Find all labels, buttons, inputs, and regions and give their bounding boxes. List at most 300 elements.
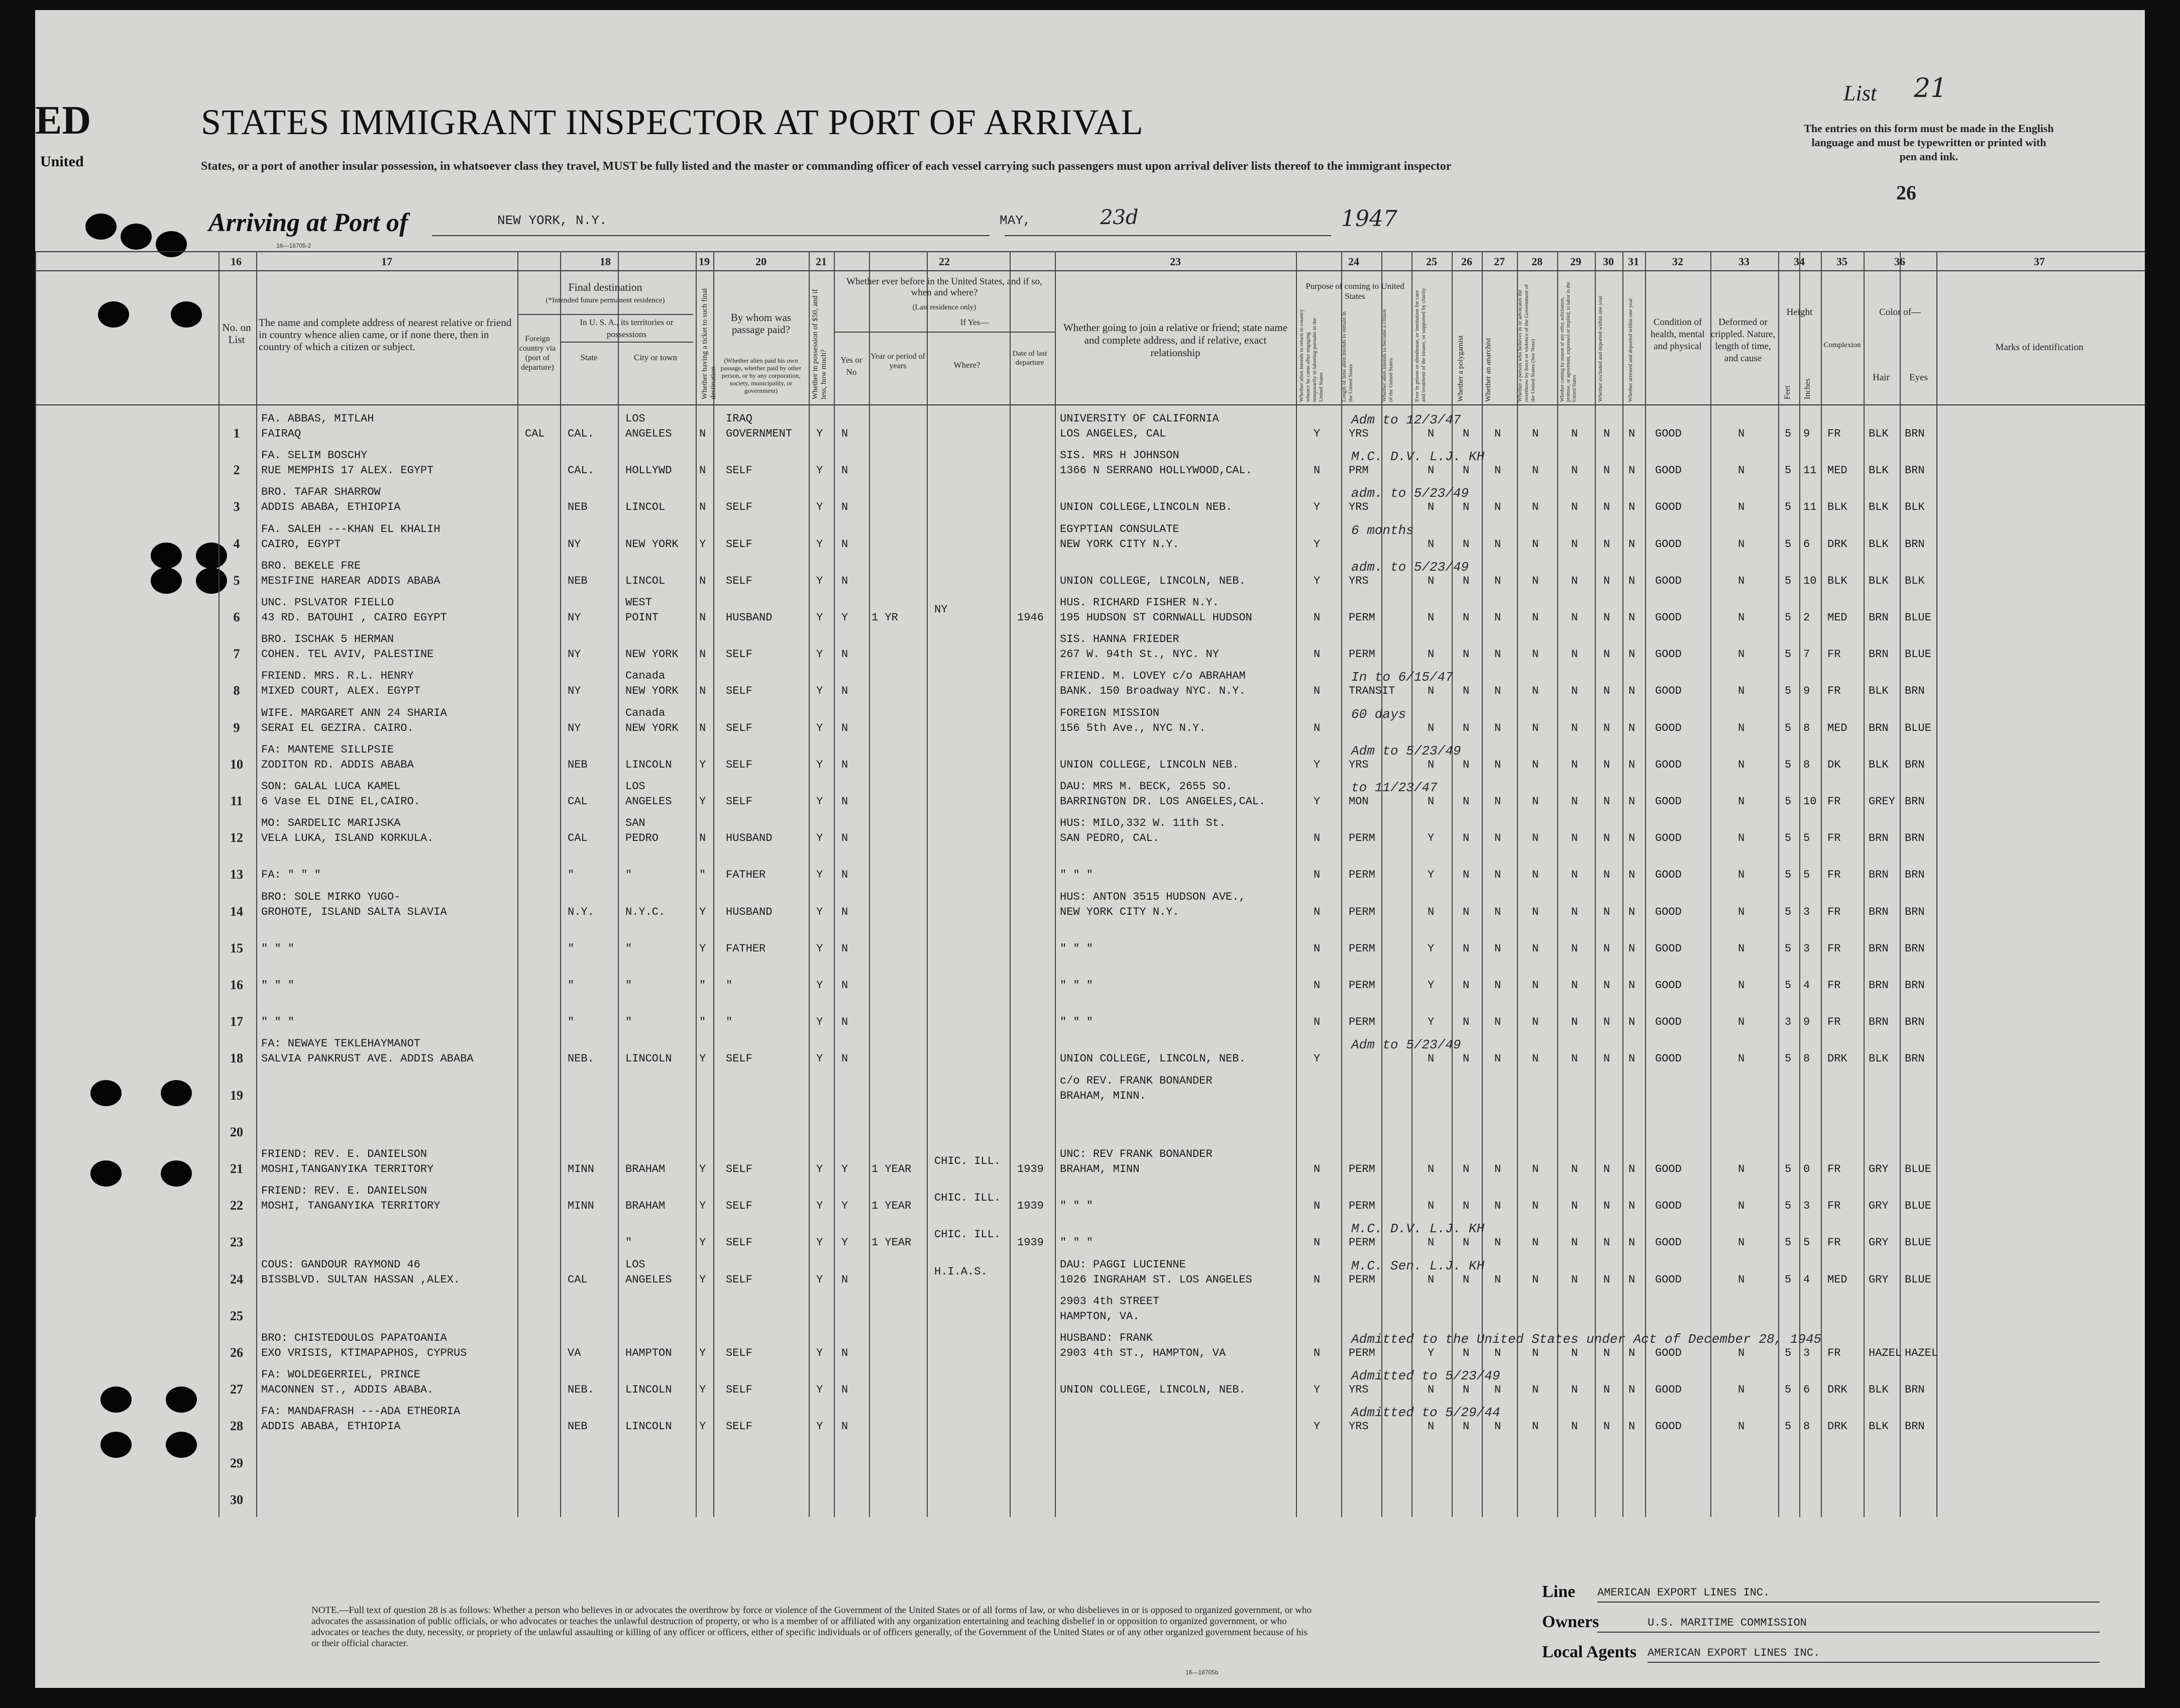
- row-number: 4: [233, 536, 240, 551]
- cell-eyes: HAZEL: [1905, 1347, 1938, 1359]
- header-final-destination-note: (*Intended future permanent residence): [546, 296, 665, 304]
- cell-q27: N: [1494, 1163, 1501, 1176]
- row-number: 29: [230, 1455, 243, 1470]
- cell-city-line2: ": [625, 1236, 632, 1249]
- cell-q27: N: [1494, 538, 1501, 551]
- handwritten-annotation: adm. to 5/23/49: [1351, 559, 1469, 575]
- header-year-period: Year or period of years: [870, 352, 925, 370]
- cell-ticket: Y: [699, 1163, 706, 1176]
- list-number: 21: [1914, 73, 1947, 103]
- column-rule: [1055, 251, 1056, 1517]
- cell-health: GOOD: [1655, 501, 1682, 514]
- cell-deformed: N: [1738, 1016, 1745, 1029]
- column-rule: [1595, 251, 1596, 1517]
- cell-joining-line1: FOREIGN MISSION: [1060, 706, 1160, 719]
- column-rule: [35, 251, 36, 1517]
- cell-q29: N: [1571, 832, 1578, 845]
- cell-city-line2: LINCOL: [625, 501, 666, 514]
- cell-q31: N: [1628, 1052, 1636, 1065]
- header-last-residence: (Last residence only): [912, 303, 976, 311]
- column-rule: [809, 251, 810, 1517]
- cell-height-inches: 7: [1803, 648, 1810, 661]
- cell-rel-line1: COUS: GANDOUR RAYMOND 46: [261, 1258, 420, 1271]
- column-number: 22: [939, 255, 950, 268]
- cell-hair: BRN: [1869, 721, 1889, 734]
- header-c28: Whether a person who believes in or advocates the overthrow by force or violence of the Government of the United States (See Note): [1517, 284, 1536, 402]
- cell-q25: N: [1428, 905, 1435, 918]
- header-c26: Whether a polygamist: [1457, 335, 1465, 402]
- handwritten-annotation: Admitted to 5/29/44: [1351, 1405, 1500, 1421]
- row-number: 24: [230, 1271, 243, 1287]
- cell-health: GOOD: [1655, 428, 1682, 440]
- cell-eyes: BRN: [1905, 1420, 1925, 1433]
- cell-height-inches: 9: [1803, 685, 1810, 698]
- cell-fifty-dollars: Y: [816, 1383, 823, 1397]
- cell-q29: N: [1571, 979, 1578, 992]
- handwritten-annotation: Admitted to 5/23/49: [1351, 1368, 1500, 1384]
- cell-rel-line1: FRIEND: REV. E. DANIELSON: [261, 1185, 427, 1198]
- cell-fifty-dollars: Y: [816, 1420, 823, 1433]
- cell-q25: N: [1428, 1163, 1435, 1176]
- cell-height-feet: 5: [1785, 758, 1792, 771]
- column-rule: [1381, 251, 1382, 1517]
- cell-city-line2: LINCOL: [625, 574, 666, 587]
- cell-height-inches: 8: [1803, 1052, 1810, 1065]
- cell-rel-line2: MOSHI,TANGANYIKA TERRITORY: [261, 1163, 434, 1176]
- column-rule: [1645, 251, 1646, 1517]
- cell-eyes: BRN: [1905, 538, 1925, 551]
- cell-joining-line2: 195 HUDSON ST CORNWALL HUDSON: [1060, 611, 1252, 624]
- row-number: 5: [233, 573, 240, 588]
- cell-deformed: N: [1738, 795, 1745, 808]
- cell-purpose-return: N: [1314, 832, 1321, 845]
- column-rule: [256, 251, 257, 1517]
- cell-fifty-dollars: Y: [816, 832, 823, 845]
- header-condition: Condition of health, mental and physical: [1651, 317, 1705, 352]
- cell-eyes: BRN: [1905, 1052, 1925, 1065]
- rule: [35, 404, 2145, 405]
- cell-city-line2: ANGELES: [625, 795, 672, 808]
- cell-deformed: N: [1738, 1273, 1745, 1286]
- cell-q30: N: [1603, 905, 1610, 918]
- cell-ticket: N: [699, 464, 706, 477]
- column-number: 17: [381, 255, 392, 268]
- cell-q30: N: [1603, 1236, 1610, 1249]
- cell-health: GOOD: [1655, 1016, 1682, 1029]
- cell-ever-before: Y: [841, 1163, 848, 1176]
- cell-ever-before: N: [841, 795, 848, 808]
- cell-state: ": [568, 869, 575, 882]
- column-number: 26: [1461, 255, 1472, 268]
- cell-purpose-length: PERM: [1349, 1347, 1375, 1359]
- cell-ever-before: N: [841, 648, 848, 661]
- cell-paid-by: SELF: [726, 685, 752, 698]
- cell-q25: N: [1428, 1383, 1435, 1397]
- cell-q27: N: [1494, 648, 1501, 661]
- cell-height-inches: 11: [1803, 501, 1817, 514]
- cell-ticket: Y: [699, 1420, 706, 1433]
- cell-purpose-length: YRS: [1349, 574, 1369, 587]
- header-marks: Marks of identification: [1995, 342, 2084, 353]
- cell-hair: GRY: [1869, 1163, 1889, 1176]
- cell-q27: N: [1494, 758, 1501, 771]
- footnote-question-28: NOTE.—Full text of question 28 is as follows: Whether a person who believes in or advocates the overthrow by force or violence of the Government of the United States or of all forms of law, or who disbelieves in or is opposed to organized government, or who advocates the assassination of public officials, or who advocates or teaches the unlawful destruction of property, or who is a member of or affiliated with any organization entertaining and teaching disbelief in or opposition to organized government, or who advocates or teaches the duty, necessity, or propriety of the unlawful assaulting or killing of any officer or officers, either of specific individuals or of officers generally, of the Government of the United States or of any other organized government because of his or their official character.: [311, 1605, 1312, 1649]
- cell-q29: N: [1571, 464, 1578, 477]
- cell-height-inches: 10: [1803, 574, 1817, 587]
- cell-height-feet: 5: [1785, 611, 1792, 624]
- cell-paid-by: HUSBAND: [726, 832, 773, 845]
- cell-city-line1: WEST: [625, 596, 652, 609]
- cell-q25: N: [1428, 1052, 1435, 1065]
- cell-q27: N: [1494, 1383, 1501, 1397]
- cell-q29: N: [1571, 721, 1578, 734]
- cell-eyes: BRN: [1905, 795, 1925, 808]
- cell-rel-line1: FA. ABBAS, MITLAH: [261, 412, 374, 425]
- cell-state: VA: [568, 1347, 581, 1359]
- cell-q29: N: [1571, 1200, 1578, 1213]
- cell-departure-date: 1939: [1017, 1200, 1044, 1213]
- cell-complexion: FR: [1827, 979, 1841, 992]
- row-number: 18: [230, 1051, 243, 1066]
- cell-q26: N: [1463, 1347, 1470, 1359]
- cell-paid-by: SELF: [726, 1200, 752, 1213]
- cell-purpose-return: N: [1314, 721, 1321, 734]
- cell-height-inches: 8: [1803, 1420, 1810, 1433]
- cell-fifty-dollars: Y: [816, 1163, 823, 1176]
- cell-q31: N: [1628, 1016, 1636, 1029]
- cell-joining-line2: UNION COLLEGE, LINCOLN, NEB.: [1060, 1052, 1246, 1065]
- cell-q27: N: [1494, 1420, 1501, 1433]
- cell-ticket: N: [699, 501, 706, 514]
- cell-city-line2: ANGELES: [625, 1273, 672, 1286]
- sub-rule: [517, 314, 693, 315]
- cell-joining-line2: UNION COLLEGE, LINCOLN NEB.: [1060, 758, 1239, 771]
- cell-health: GOOD: [1655, 1273, 1682, 1286]
- cell-q31: N: [1628, 501, 1636, 514]
- cell-q25: Y: [1428, 979, 1435, 992]
- cell-complexion: DK: [1827, 758, 1841, 771]
- cell-complexion: FR: [1827, 869, 1841, 882]
- column-rule: [1341, 251, 1342, 1517]
- cell-fifty-dollars: Y: [816, 1200, 823, 1213]
- cell-city-line2: NEW YORK: [625, 648, 679, 661]
- cell-state: NEB: [568, 574, 588, 587]
- cell-rel-line2: ADDIS ABABA, ETHIOPIA: [261, 501, 401, 514]
- cell-ticket: N: [699, 648, 706, 661]
- cell-complexion: FR: [1827, 1016, 1841, 1029]
- cell-rel-line2: COHEN. TEL AVIV, PALESTINE: [261, 648, 434, 661]
- cell-q28: N: [1532, 758, 1539, 771]
- cell-rel-line1: BRO: CHISTEDOULOS PAPATOANIA: [261, 1332, 447, 1344]
- handwritten-annotation: to 11/23/47: [1351, 780, 1438, 795]
- cell-eyes: BLUE: [1905, 611, 1931, 624]
- cell-purpose-length: PERM: [1349, 832, 1375, 845]
- cell-state: NEB.: [568, 1383, 594, 1397]
- cell-joining-line2: UNION COLLEGE, LINCOLN, NEB.: [1060, 574, 1246, 587]
- column-number: 28: [1532, 255, 1543, 268]
- column-number: 33: [1738, 255, 1750, 268]
- cell-purpose-return: N: [1314, 905, 1321, 918]
- cell-height-inches: 8: [1803, 721, 1810, 734]
- cell-q27: N: [1494, 574, 1501, 587]
- cell-health: GOOD: [1655, 1383, 1682, 1397]
- sub-rule: [834, 332, 1055, 333]
- cell-rel-line1: FA: NEWAYE TEKLEHAYMANOT: [261, 1037, 420, 1050]
- cell-q25: N: [1428, 611, 1435, 624]
- cell-purpose-return: Y: [1314, 1383, 1321, 1397]
- cell-height-feet: 5: [1785, 905, 1792, 918]
- cell-fifty-dollars: Y: [816, 501, 823, 514]
- cell-ever-before: N: [841, 685, 848, 698]
- cell-q29: N: [1571, 1420, 1578, 1433]
- cell-purpose-return: N: [1314, 685, 1321, 698]
- cell-rel-line2: " " ": [261, 1016, 295, 1029]
- cell-q28: N: [1532, 869, 1539, 882]
- cell-q30: N: [1603, 464, 1610, 477]
- cell-rel-line1: BRO. BEKELE FRE: [261, 559, 361, 572]
- row-number: 17: [230, 1014, 243, 1029]
- cell-q30: N: [1603, 428, 1610, 440]
- cell-ticket: Y: [699, 795, 706, 808]
- cell-health: GOOD: [1655, 648, 1682, 661]
- cell-eyes: BRN: [1905, 979, 1925, 992]
- cell-hair: BLK: [1869, 1052, 1889, 1065]
- cell-q27: N: [1494, 1347, 1501, 1359]
- cell-state: MINN: [568, 1163, 594, 1176]
- cell-height-inches: 3: [1803, 1200, 1810, 1213]
- cell-complexion: FR: [1827, 832, 1841, 845]
- cell-q28: N: [1532, 979, 1539, 992]
- cell-purpose-length: PERM: [1349, 942, 1375, 955]
- cell-complexion: FR: [1827, 905, 1841, 918]
- cell-q28: N: [1532, 1383, 1539, 1397]
- cell-hair: BRN: [1869, 869, 1889, 882]
- header-state: State: [580, 353, 598, 362]
- cell-purpose-length: PERM: [1349, 1016, 1375, 1029]
- cell-city-line2: BRAHAM: [625, 1200, 666, 1213]
- left-fragment-big: ED: [35, 98, 91, 143]
- header-complexion: Complexion: [1823, 341, 1861, 349]
- cell-state: NY: [568, 648, 581, 661]
- cell-complexion: FR: [1827, 1200, 1841, 1213]
- form-code-bottom: 16—18705b: [1185, 1669, 1219, 1676]
- cell-eyes: BRN: [1905, 1016, 1925, 1029]
- header-purpose-sub3: Whether alien intends to become a citizen of the United States: [1381, 309, 1394, 402]
- cell-state: NY: [568, 721, 581, 734]
- cell-paid-by: SELF: [726, 1052, 752, 1065]
- cell-q26: N: [1463, 464, 1470, 477]
- cell-fifty-dollars: Y: [816, 1016, 823, 1029]
- cell-deformed: N: [1738, 832, 1745, 845]
- cell-q28: N: [1532, 538, 1539, 551]
- row-number: 3: [233, 499, 240, 514]
- cell-q27: N: [1494, 905, 1501, 918]
- column-rule: [1452, 251, 1453, 1517]
- cell-height-feet: 5: [1785, 574, 1792, 587]
- cell-fifty-dollars: Y: [816, 1052, 823, 1065]
- cell-ticket: Y: [699, 1347, 706, 1359]
- agents-label: Local Agents: [1542, 1643, 1637, 1661]
- cell-health: GOOD: [1655, 942, 1682, 955]
- cell-height-feet: 5: [1785, 1420, 1792, 1433]
- cell-city-line2: N.Y.C.: [625, 905, 666, 918]
- cell-city-line2: BRAHAM: [625, 1163, 666, 1176]
- cell-rel-line2: MIXED COURT, ALEX. EGYPT: [261, 685, 420, 698]
- row-number: 27: [230, 1382, 243, 1397]
- cell-q28: N: [1532, 501, 1539, 514]
- cell-rel-line1: BRO. TAFAR SHARROW: [261, 486, 381, 499]
- cell-city-line1: Canada: [625, 706, 666, 719]
- cell-height-inches: 9: [1803, 1016, 1810, 1029]
- cell-q28: N: [1532, 428, 1539, 440]
- cell-joining-line1: HUS. RICHARD FISHER N.Y.: [1060, 596, 1219, 609]
- cell-q26: N: [1463, 795, 1470, 808]
- cell-purpose-return: N: [1314, 1163, 1321, 1176]
- cell-city-line2: ": [625, 1016, 632, 1029]
- port-value: NEW YORK, N.Y.: [497, 213, 607, 228]
- cell-ticket: N: [699, 428, 706, 440]
- cell-city-line2: ": [625, 942, 632, 955]
- column-rule: [713, 251, 714, 1517]
- cell-city-line2: LINCOLN: [625, 1052, 672, 1065]
- cell-q26: N: [1463, 648, 1470, 661]
- cell-deformed: N: [1738, 685, 1745, 698]
- cell-complexion: DRK: [1827, 1420, 1847, 1433]
- column-rule: [1622, 251, 1623, 1517]
- cell-q31: N: [1628, 1347, 1636, 1359]
- cell-q28: N: [1532, 905, 1539, 918]
- cell-deformed: N: [1738, 648, 1745, 661]
- column-rule: [1821, 251, 1822, 1517]
- cell-q31: N: [1628, 758, 1636, 771]
- page-title: STATES IMMIGRANT INSPECTOR AT PORT OF ARRIVAL: [201, 102, 1144, 142]
- cell-purpose-return: N: [1314, 1236, 1321, 1249]
- cell-joining-line2: " " ": [1060, 1236, 1094, 1249]
- cell-ticket: Y: [699, 758, 706, 771]
- column-rule: [1296, 251, 1297, 1517]
- cell-q27: N: [1494, 611, 1501, 624]
- cell-state: N.Y.: [568, 905, 594, 918]
- cell-purpose-return: Y: [1314, 501, 1321, 514]
- cell-complexion: DRK: [1827, 1383, 1847, 1397]
- cell-q31: N: [1628, 942, 1636, 955]
- cell-height-inches: 6: [1803, 1383, 1810, 1397]
- cell-q25: N: [1428, 1200, 1435, 1213]
- cell-hair: GREY: [1869, 795, 1895, 808]
- cell-rel-line2: " " ": [261, 979, 295, 992]
- line-value: AMERICAN EXPORT LINES INC.: [1597, 1586, 1770, 1599]
- agents-value: AMERICAN EXPORT LINES INC.: [1648, 1647, 1820, 1659]
- cell-ticket: N: [699, 832, 706, 845]
- cell-q28: N: [1532, 685, 1539, 698]
- cell-ever-before: N: [841, 464, 848, 477]
- cell-q27: N: [1494, 1273, 1501, 1286]
- cell-ever-before: N: [841, 905, 848, 918]
- cell-height-feet: 5: [1785, 1200, 1792, 1213]
- cell-eyes: BRN: [1905, 1383, 1925, 1397]
- cell-purpose-return: N: [1314, 648, 1321, 661]
- header-relative: The name and complete address of nearest relative or friend in country whence alien came, or if none there, then in country of which a citizen or subject.: [259, 316, 512, 353]
- header-final-destination: Final destination: [568, 281, 642, 293]
- cell-health: GOOD: [1655, 611, 1682, 624]
- cell-state: NEB: [568, 758, 588, 771]
- port-line: [432, 235, 990, 236]
- cell-rel-line2: EXO VRISIS, KTIMAPAPHOS, CYPRUS: [261, 1347, 467, 1359]
- cell-q29: N: [1571, 428, 1578, 440]
- cell-rel-line1: FA: MANTEME SILLPSIE: [261, 743, 394, 756]
- cell-q26: N: [1463, 611, 1470, 624]
- cell-purpose-length: PRM: [1349, 464, 1369, 477]
- cell-q26: N: [1463, 1236, 1470, 1249]
- cell-hair: BRN: [1869, 979, 1889, 992]
- cell-complexion: MED: [1827, 611, 1847, 624]
- cell-fifty-dollars: Y: [816, 721, 823, 734]
- cell-joining-line2: " " ": [1060, 1016, 1094, 1029]
- cell-city-line2: NEW YORK: [625, 538, 679, 551]
- cell-deformed: N: [1738, 611, 1745, 624]
- cell-deformed: N: [1738, 428, 1745, 440]
- cell-q28: N: [1532, 832, 1539, 845]
- row-number: 1: [233, 426, 240, 441]
- column-rule: [1411, 251, 1412, 1517]
- cell-complexion: FR: [1827, 1236, 1841, 1249]
- cell-paid-by: SELF: [726, 1273, 752, 1286]
- cell-q30: N: [1603, 942, 1610, 955]
- cell-state: CAL: [568, 1273, 588, 1286]
- cell-city-line2: LINCOLN: [625, 758, 672, 771]
- cell-height-feet: 5: [1785, 1383, 1792, 1397]
- cell-city-line1: SAN: [625, 817, 645, 830]
- cell-hair: BLK: [1869, 1420, 1889, 1433]
- cell-q27: N: [1494, 501, 1501, 514]
- cell-q31: N: [1628, 1236, 1636, 1249]
- cell-city-line2: HAMPTON: [625, 1347, 672, 1359]
- cell-q26: N: [1463, 1163, 1470, 1176]
- cell-health: GOOD: [1655, 685, 1682, 698]
- column-rule: [834, 251, 835, 1517]
- cell-hair: BLK: [1869, 538, 1889, 551]
- cell-joining-line2: UNION COLLEGE, LINCOLN, NEB.: [1060, 1383, 1246, 1397]
- cell-height-inches: 5: [1803, 1236, 1810, 1249]
- rule: [35, 270, 2145, 271]
- cell-hair: BRN: [1869, 648, 1889, 661]
- cell-deformed: N: [1738, 574, 1745, 587]
- cell-purpose-length: PERM: [1349, 1273, 1375, 1286]
- cell-q26: N: [1463, 685, 1470, 698]
- cell-joining-line1: FRIEND. M. LOVEY c/o ABRAHAM: [1060, 670, 1246, 683]
- header-purpose: Purpose of coming to United States: [1305, 281, 1404, 301]
- cell-complexion: BLK: [1827, 574, 1847, 587]
- cell-joining-line2: UNION COLLEGE,LINCOLN NEB.: [1060, 501, 1233, 514]
- cell-q28: N: [1532, 1347, 1539, 1359]
- header-height: Height: [1786, 307, 1813, 317]
- cell-ticket: Y: [699, 1052, 706, 1065]
- cell-height-feet: 5: [1785, 721, 1792, 734]
- cell-q25: Y: [1428, 869, 1435, 882]
- header-c29: Whether coming by reason of any offer, solicitation, promise, or agreement, expressed or implied, to labor in the United States: [1560, 282, 1577, 402]
- row-number: 19: [230, 1088, 243, 1103]
- cell-q26: N: [1463, 832, 1470, 845]
- cell-health: GOOD: [1655, 1347, 1682, 1359]
- cell-height-feet: 5: [1785, 648, 1792, 661]
- column-number: 19: [699, 255, 710, 268]
- cell-q31: N: [1628, 685, 1636, 698]
- cell-purpose-length: PERM: [1349, 905, 1375, 918]
- header-inches: Inches: [1803, 378, 1812, 399]
- cell-purpose-return: Y: [1314, 538, 1321, 551]
- cell-paid-by-line1: IRAQ: [726, 412, 752, 425]
- cell-q26: N: [1463, 758, 1470, 771]
